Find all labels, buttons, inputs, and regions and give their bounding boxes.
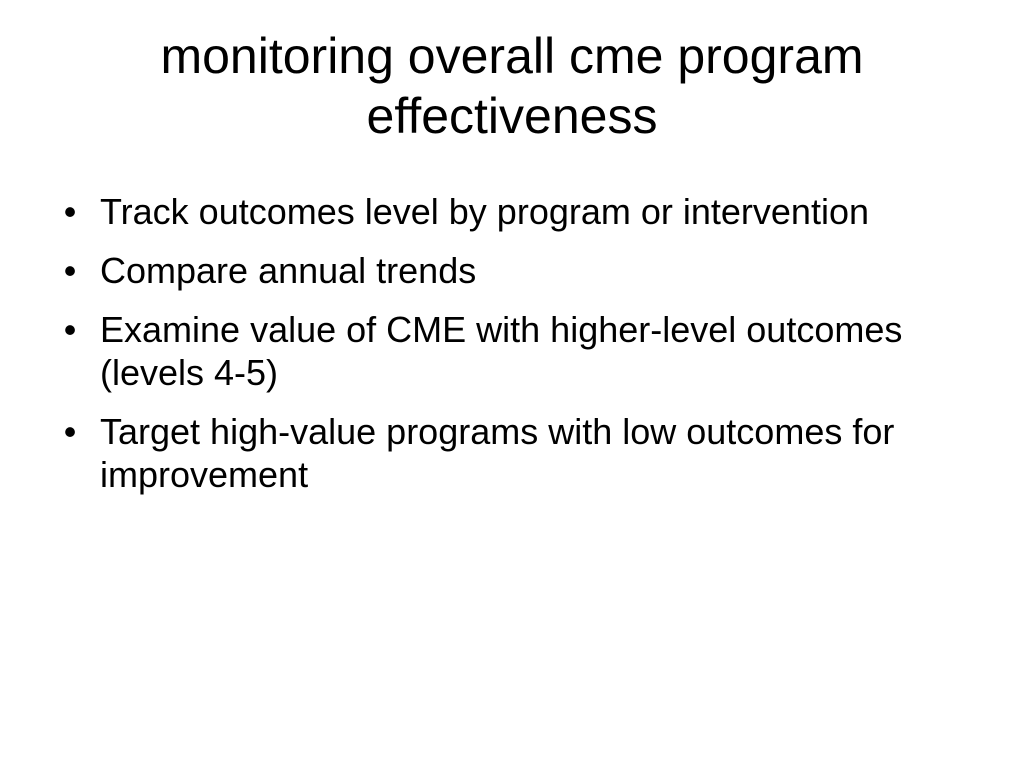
bullet-icon: • (63, 191, 77, 232)
bullet-item (58, 190, 958, 233)
bullet-list (58, 190, 958, 512)
bullet-text: Compare annual trends (100, 250, 477, 291)
bullet-text: Track outcomes level by program or intervention (100, 191, 869, 232)
bullet-text: Target high-value programs with low outcomes for improvement (100, 411, 895, 495)
bullet-item (58, 410, 958, 496)
bullet-item (58, 308, 958, 394)
bullet-text: Examine value of CME with higher-level outcomes (levels 4-5) (100, 309, 903, 393)
bullet-icon: • (63, 411, 77, 452)
bullet-icon: • (63, 250, 77, 291)
slide-title: monitoring overall cme program effectiveness (160, 28, 864, 144)
bullet-icon: • (63, 309, 77, 350)
bullet-item (58, 249, 958, 292)
